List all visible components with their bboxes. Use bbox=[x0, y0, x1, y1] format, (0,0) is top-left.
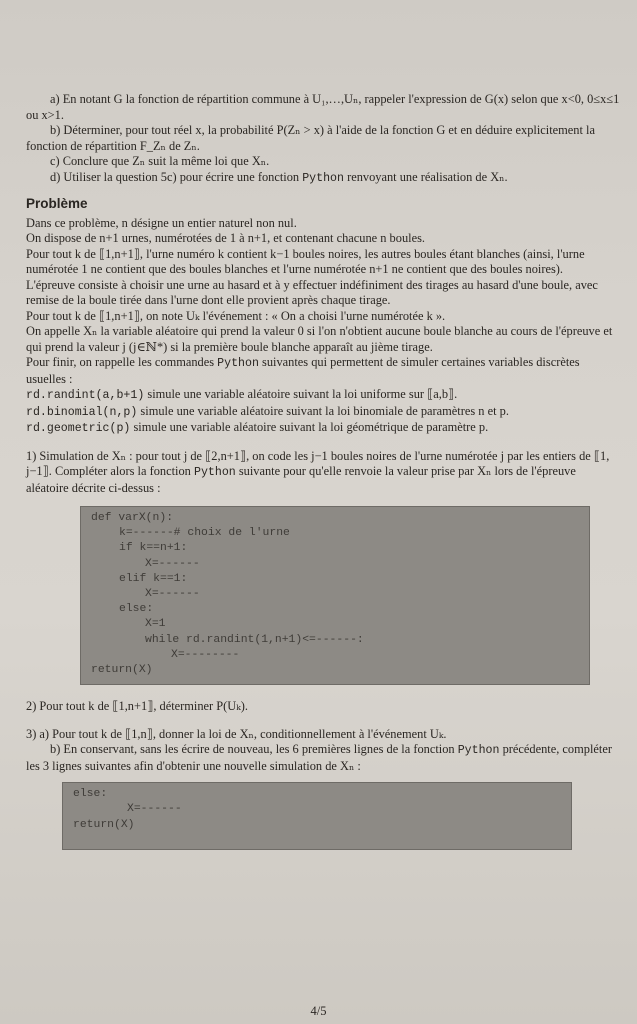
python-word: Python bbox=[217, 357, 259, 370]
question-3b bbox=[26, 742, 620, 774]
command-randint-text: simule une variable aléatoire suivant la loi uniforme sur ⟦a,b⟧. bbox=[144, 387, 458, 401]
question-1 bbox=[26, 449, 620, 497]
code-line: def varX(n): bbox=[91, 512, 174, 524]
question-3b-suffix: précédente, compléter les 3 lignes suivantes afin d'obtenir une nouvelle simulation de Xₙ : bbox=[26, 742, 612, 773]
probleme-rappel bbox=[26, 355, 620, 387]
command-binomial bbox=[26, 404, 620, 421]
question-2: 2) Pour tout k de ⟦1,n+1⟧, déterminer P(Uₖ). bbox=[26, 699, 248, 714]
command-geometric-code: rd.geometric(p) bbox=[26, 422, 131, 435]
probleme-variable: On appelle Xₙ la variable aléatoire qui prend la valeur 0 si l'on n'obtient aucune boule blanche au cours de l'épreuve et qui prend la valeur j (j∈ℕ*) si la première boule blanche apparaît au jième tirage. bbox=[26, 324, 613, 354]
rappel-suffix: suivantes qui permettent de simuler certaines variables discrètes usuelles : bbox=[26, 355, 580, 386]
question-3b-prefix: b) En conservant, sans les écrire de nouveau, les 6 premières lignes de la fonction bbox=[50, 742, 458, 757]
question-c: c) Conclure que Zₙ suit la même loi que Xₙ. bbox=[50, 154, 270, 168]
code-block-simulation bbox=[62, 782, 572, 850]
question-1-prefix: 1) Simulation de Xₙ : pour tout j de ⟦2,n+1⟧, on code les j−1 boules noires de l'urne numérotée j par les entiers de ⟦1, j−1⟧. Compléter alors la fonction bbox=[26, 448, 610, 478]
python-word: Python bbox=[302, 171, 344, 185]
code-line: while rd.randint(1,n+1)<=------: bbox=[145, 633, 364, 646]
question-b: b) Déterminer, pour tout réel x, la probabilité P(Zₙ > x) à l'aide de la fonction G et en déduire explicitement la fonction de répartition F_Zₙ de Zₙ. bbox=[26, 123, 595, 153]
question-d-prefix: d) Utiliser la question 5c) pour écrire une fonction bbox=[50, 169, 303, 184]
question-d-suffix: renvoyant une réalisation de Xₙ. bbox=[343, 169, 508, 184]
probleme-epreuve: L'épreuve consiste à choisir une urne au hasard et à y effectuer indéfiniment des tirages au hasard d'une boule, avec remise de la boule tirée dans l'urne dont elle provient après chaque tirage. bbox=[26, 277, 598, 307]
question-d bbox=[26, 170, 620, 187]
question-3a: 3) a) Pour tout k de ⟦1,n⟧, donner la loi de Xₙ, conditionnellement à l'événement Uₖ. bbox=[26, 726, 447, 741]
probleme-contenu-urnes: Pour tout k de ⟦1,n+1⟧, l'urne numéro k contient k−1 boules noires, les autres boules étant blanches (ainsi, l'urne numérotée 1 ne contient que des boules blanches et l'urne numérotée n+1 ne contient que des boules noires). bbox=[26, 246, 585, 276]
code-line: X=-------- bbox=[171, 648, 240, 661]
page-number: 4/5 bbox=[310, 1004, 327, 1018]
command-geometric-text: simule une variable aléatoire suivant la loi géométrique de paramètre p. bbox=[130, 420, 489, 434]
code-line: X=------ bbox=[145, 557, 200, 570]
rappel-prefix: Pour finir, on rappelle les commandes bbox=[26, 355, 218, 369]
python-word: Python bbox=[457, 744, 500, 758]
code-line: else: bbox=[73, 788, 108, 801]
probleme-evenement: Pour tout k de ⟦1,n+1⟧, on note Uₖ l'événement : « On a choisi l'urne numérotée k ». bbox=[26, 308, 446, 323]
code-line: X=------ bbox=[145, 588, 200, 601]
code-line: return(X) bbox=[73, 818, 135, 831]
question-a: a) En notant G la fonction de répartition commune à U₁,…,Uₙ, rappeler l'expression de G(x) selon que x<0, 0≤x≤1 ou x>1. bbox=[26, 92, 620, 122]
code-line: k=------# choix de l'urne bbox=[119, 527, 290, 540]
page-content bbox=[26, 92, 620, 850]
python-word: Python bbox=[193, 466, 236, 479]
command-binomial-code: rd.binomial(n,p) bbox=[26, 405, 138, 419]
command-randint bbox=[26, 387, 620, 404]
code-line: X=1 bbox=[145, 618, 166, 631]
command-randint-code: rd.randint(a,b+1) bbox=[26, 389, 145, 402]
code-line: if k==n+1: bbox=[119, 542, 188, 555]
section-title-probleme: Problème bbox=[26, 196, 88, 211]
code-line: return(X) bbox=[91, 664, 153, 677]
code-line: elif k==1: bbox=[119, 572, 188, 585]
command-geometric bbox=[26, 420, 620, 437]
code-line: X=------ bbox=[127, 803, 182, 816]
command-binomial-text: simule une variable aléatoire suivant la loi binomiale de paramètres n et p. bbox=[137, 403, 509, 418]
code-line: else: bbox=[119, 603, 154, 616]
question-1-suffix: suivante pour qu'elle renvoie la valeur prise par Xₙ lors de l'épreuve aléatoire décrite ci-dessus : bbox=[26, 464, 576, 495]
probleme-intro: Dans ce problème, n désigne un entier naturel non nul. bbox=[26, 215, 297, 230]
probleme-urnes: On dispose de n+1 urnes, numérotées de 1 à n+1, et contenant chacune n boules. bbox=[26, 231, 426, 245]
code-block-varx bbox=[80, 506, 590, 685]
